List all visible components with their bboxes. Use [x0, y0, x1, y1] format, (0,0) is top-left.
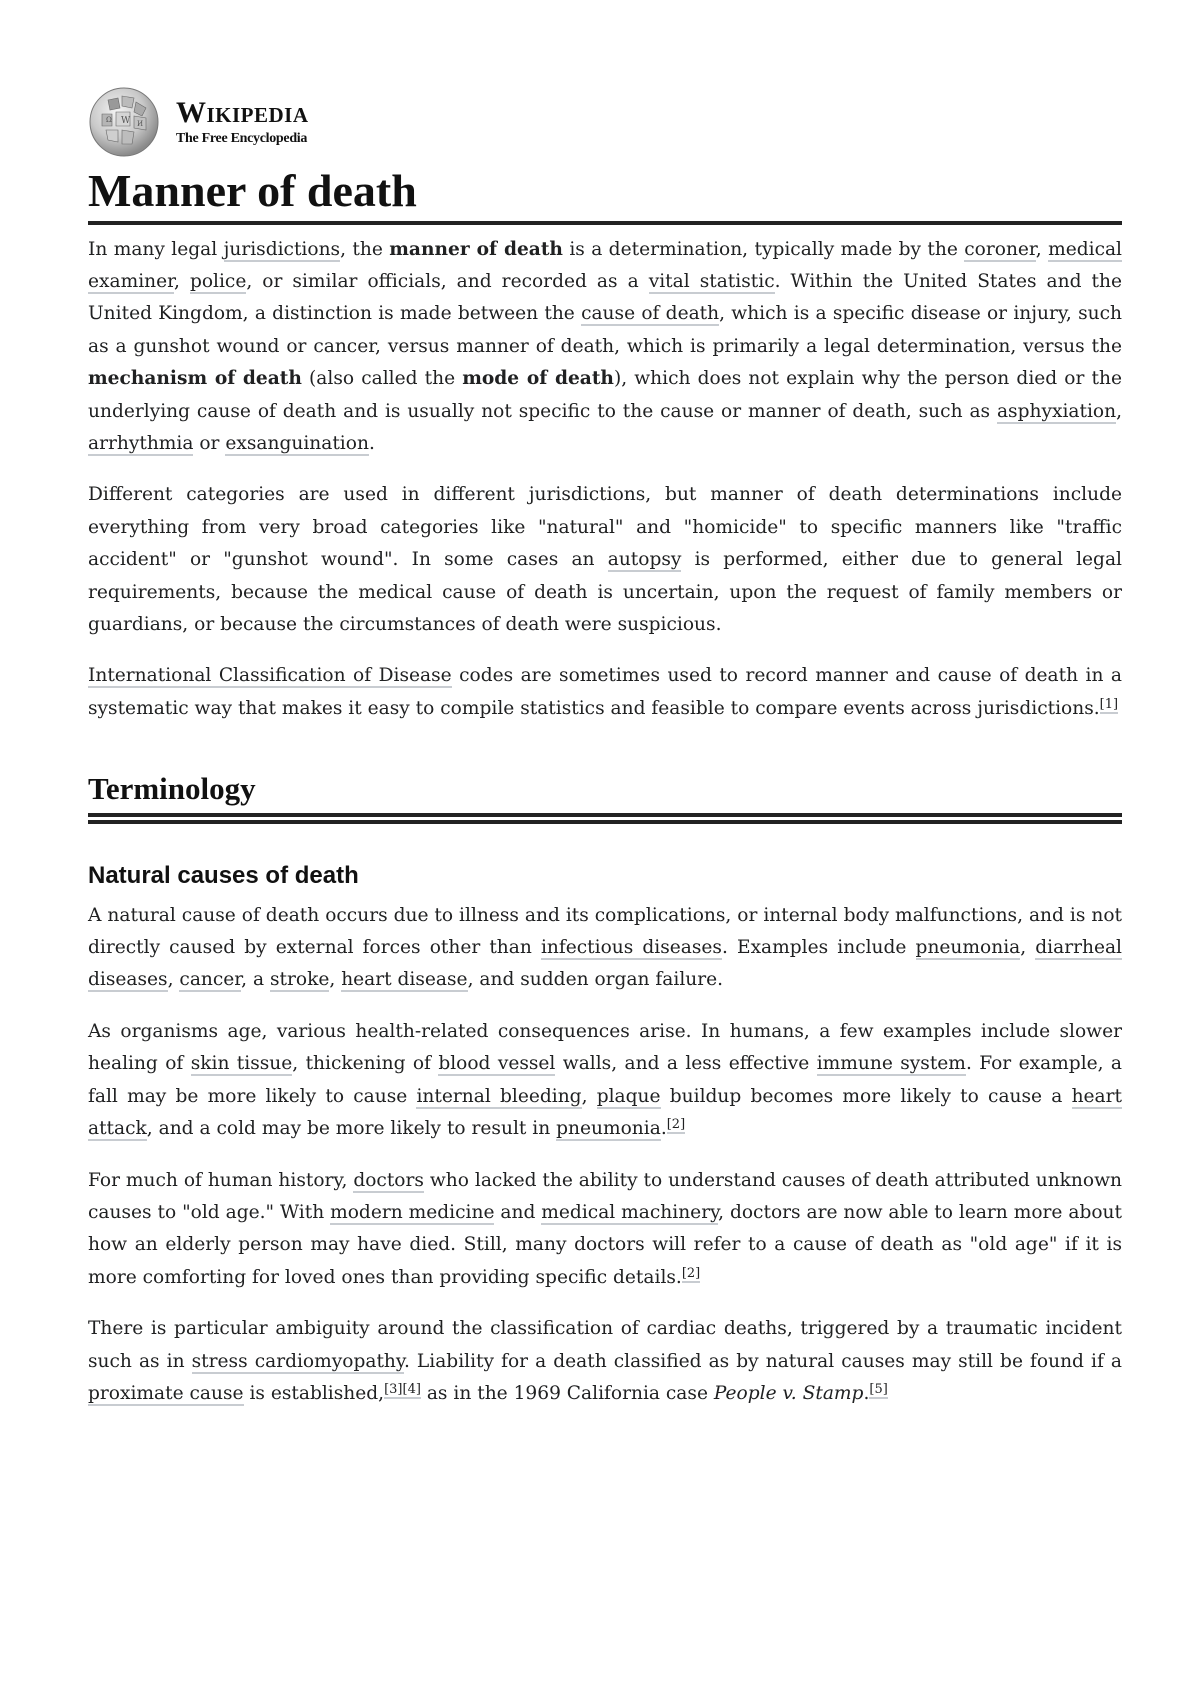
- link-proximate-cause[interactable]: proximate cause: [88, 1382, 244, 1404]
- link-skin-tissue[interactable]: skin tissue: [190, 1053, 293, 1075]
- link-medical-machinery[interactable]: medical machinery: [541, 1201, 719, 1223]
- link-internal-bleeding[interactable]: internal bleeding: [416, 1085, 582, 1107]
- page-title: Manner of death: [88, 166, 1122, 225]
- link-cause-of-death[interactable]: cause of death: [581, 303, 720, 325]
- link-stress-cardiomyopathy[interactable]: stress cardiomyopathy: [191, 1350, 404, 1372]
- link-stroke[interactable]: stroke: [269, 969, 330, 991]
- reference-3[interactable]: [3]: [384, 1381, 403, 1397]
- natural-paragraph-3: For much of human history, doctors who lacked the ability to understand causes of death attributed unknown causes to "old age." With modern medicine and medical machinery, doctors are now able to learn more about how an elderly person may have died. Still, many doctors will refer to a cause of death as "old age" if it is more comforting for loved ones than providing specific details.[2]: [88, 1169, 1122, 1288]
- link-plaque[interactable]: plaque: [596, 1085, 661, 1107]
- intro-paragraph-1: In many legal jurisdictions, the manner of death is a determination, typically made by the coroner, medical examiner, police, or similar officials, and recorded as a vital statistic. Within the United States and the United Kingdom, a distinction is made between the cause of death, which is a specific disease or injury, such as a gunshot wound or cancer, versus manner of death, which is primarily a legal determination, versus the mechanism of death (also called the mode of death), which does not explain why the person died or the underlying cause of death and is usually not specific to the cause or manner of death, such as asphyxiation, arrhythmia or exsanguination.: [88, 238, 1123, 455]
- link-modern-medicine[interactable]: modern medicine: [330, 1201, 495, 1223]
- natural-paragraph-4: There is particular ambiguity around the classification of cardiac deaths, triggered by a traumatic incident such as in stress cardiomyopathy. Liability for a death classified as by natural causes may still be found if a proximate cause is established,[3][4] as in the 1969 California case People v. Stamp.[5]: [88, 1318, 1122, 1404]
- link-doctors[interactable]: doctors: [353, 1169, 424, 1191]
- reference-2[interactable]: [2]: [666, 1117, 686, 1133]
- link-police[interactable]: police: [189, 271, 247, 292]
- link-diarrheal-diseases[interactable]: diarrheal diseases: [88, 937, 1122, 991]
- reference-2b[interactable]: [2]: [681, 1265, 701, 1281]
- link-pneumonia-2[interactable]: pneumonia: [556, 1118, 661, 1140]
- subsection-heading-natural-causes: Natural causes of death: [88, 862, 359, 890]
- svg-text:И: И: [137, 120, 144, 128]
- wikipedia-logo[interactable]: [88, 84, 1122, 160]
- reference-5[interactable]: [5]: [869, 1381, 888, 1397]
- link-heart-disease[interactable]: heart disease: [341, 969, 468, 991]
- link-infectious-diseases[interactable]: infectious diseases: [540, 937, 722, 959]
- svg-text:Ω: Ω: [106, 116, 112, 124]
- link-medical-examiner[interactable]: medical examiner: [88, 238, 1123, 292]
- link-jurisdictions[interactable]: jurisdictions: [223, 238, 341, 260]
- intro-paragraph-2: Different categories are used in different jurisdictions, but manner of death determinations include everything from very broad categories like "natural" and "homicide" to specific manners like "traffic accident" or "gunshot wound". In some cases an autopsy is performed, either due to general legal requirements, because the medical cause of death is uncertain, upon the request of family members or guardians, or because the circumstances of death were suspicious.: [88, 484, 1122, 636]
- reference-1[interactable]: [1]: [1099, 696, 1119, 712]
- natural-paragraph-1: A natural cause of death occurs due to illness and its complications, or internal body malfunctions, and is not directly caused by external forces other than infectious diseases. Examples include pneumonia, diarrheal diseases, cancer, a stroke, heart disease, and sudden organ failure.: [88, 904, 1122, 991]
- wordmark-tagline: The Free Encyclopedia: [176, 131, 308, 146]
- svg-text:W: W: [121, 116, 131, 126]
- link-arrhythmia[interactable]: arrhythmia: [88, 433, 194, 455]
- wordmark: [176, 98, 309, 146]
- link-exsanguination[interactable]: exsanguination: [225, 433, 369, 455]
- intro-paragraph-3: International Classification of Disease codes are sometimes used to record manner and cause of death in a systematic way that makes it easy to compile statistics and feasible to compare events across jurisdictions.[1]: [88, 665, 1122, 719]
- link-cancer[interactable]: cancer: [179, 969, 242, 991]
- link-coroner[interactable]: coroner: [964, 238, 1036, 260]
- link-icd[interactable]: International Classification of Disease: [88, 665, 452, 687]
- section-divider: [88, 813, 1122, 824]
- link-pneumonia[interactable]: pneumonia: [915, 937, 1021, 959]
- natural-paragraph-2: As organisms age, various health-related consequences arise. In humans, a few examples include slower healing of skin tissue, thickening of blood vessel walls, and a less effective immune system. For example, a fall may be more likely to cause internal bleeding, plaque buildup becomes more likely to cause a heart attack, and a cold may be more likely to result in pneumonia.[2]: [88, 1020, 1123, 1140]
- wordmark-title: Wikipedia: [176, 96, 309, 129]
- link-vital-statistic[interactable]: vital statistic: [648, 271, 775, 292]
- link-heart-attack[interactable]: heart attack: [88, 1085, 1122, 1140]
- article-page: [88, 84, 1122, 1429]
- link-blood-vessel[interactable]: blood vessel: [438, 1053, 556, 1075]
- link-immune-system[interactable]: immune system: [816, 1053, 966, 1075]
- reference-4[interactable]: [4]: [402, 1381, 421, 1397]
- link-asphyxiation[interactable]: asphyxiation: [996, 400, 1117, 422]
- case-name: People v. Stamp: [713, 1382, 864, 1404]
- section-heading-terminology: Terminology: [88, 771, 256, 807]
- link-autopsy[interactable]: autopsy: [607, 549, 682, 571]
- wikipedia-globe-icon: [88, 86, 160, 158]
